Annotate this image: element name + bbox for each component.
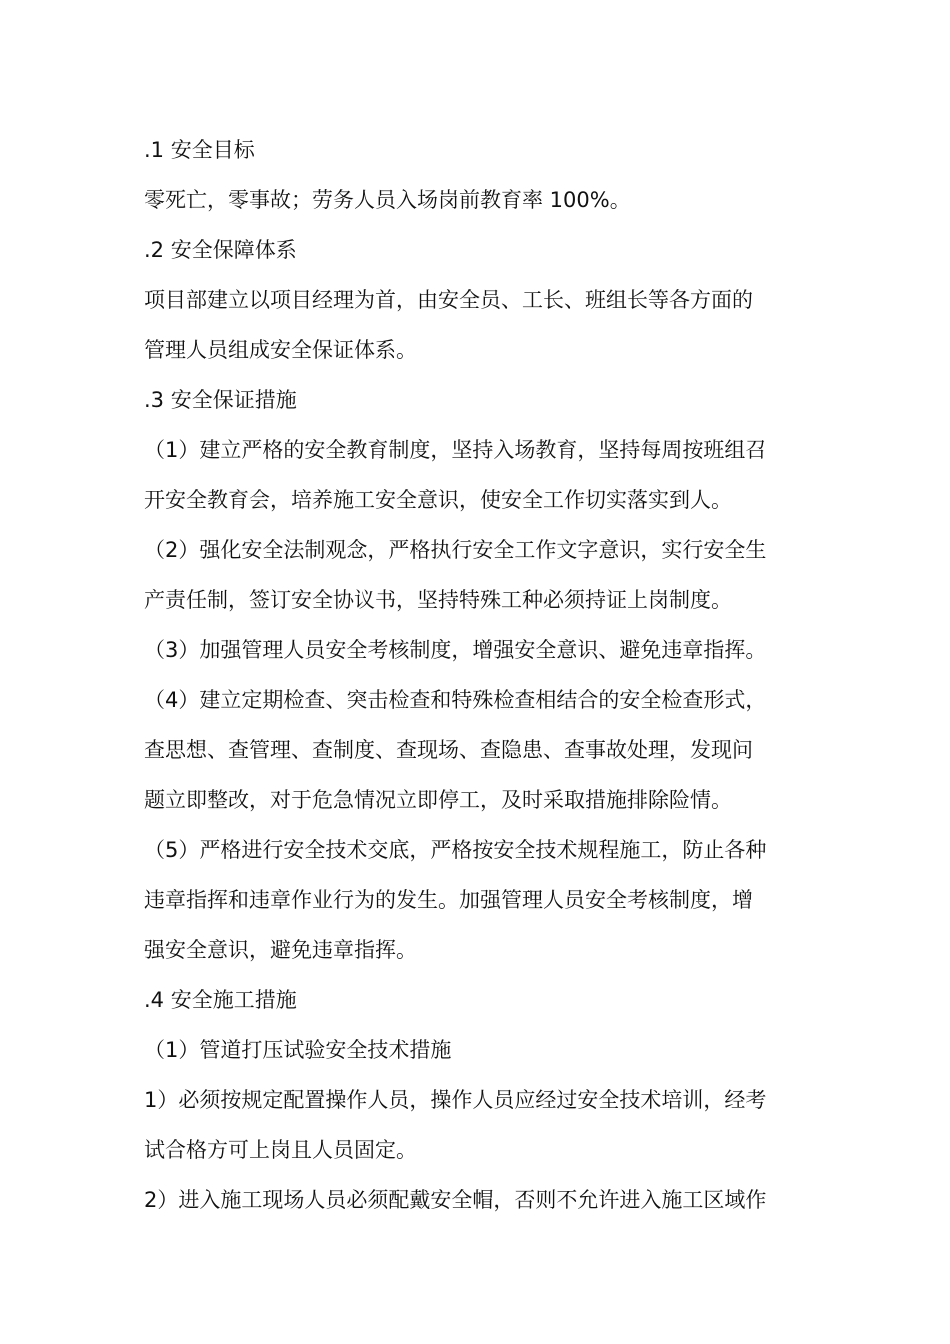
paragraph-line: 开安全教育会，培养施工安全意识，使安全工作切实落实到人。 (144, 488, 732, 512)
section-heading-safety-system: .2 安全保障体系 (144, 238, 297, 262)
paragraph-line: （1）建立严格的安全教育制度，坚持入场教育，坚持每周按班组召 (144, 438, 767, 462)
paragraph-line: 2）进入施工现场人员必须配戴安全帽，否则不允许进入施工区域作 (144, 1188, 767, 1212)
paragraph-line: 查思想、查管理、查制度、查现场、查隐患、查事故处理，发现问 (144, 738, 753, 762)
section-heading-safety-goal: .1 安全目标 (144, 138, 255, 162)
paragraph-line: 题立即整改，对于危急情况立即停工，及时采取措施排除险情。 (144, 788, 732, 812)
paragraph-line: 试合格方可上岗且人员固定。 (144, 1138, 417, 1162)
section-heading-safety-measures: .3 安全保证措施 (144, 388, 297, 412)
paragraph-line: （5）严格进行安全技术交底，严格按安全技术规程施工，防止各种 (144, 838, 767, 862)
paragraph-line: （3）加强管理人员安全考核制度，增强安全意识、避免违章指挥。 (144, 638, 767, 662)
document-body (144, 125, 812, 1225)
paragraph-line: 1）必须按规定配置操作人员，操作人员应经过安全技术培训，经考 (144, 1088, 767, 1112)
paragraph-line: 零死亡，零事故；劳务人员入场岗前教育率 100%。 (144, 188, 631, 212)
paragraph-line: 强安全意识，避免违章指挥。 (144, 938, 417, 962)
subsection-heading: （1）管道打压试验安全技术措施 (144, 1038, 452, 1062)
paragraph-line: 产责任制，签订安全协议书，坚持特殊工种必须持证上岗制度。 (144, 588, 732, 612)
section-heading-construction-measures: .4 安全施工措施 (144, 988, 297, 1012)
paragraph-line: （4）建立定期检查、突击检查和特殊检查相结合的安全检查形式， (144, 688, 767, 712)
paragraph-line: （2）强化安全法制观念，严格执行安全工作文字意识，实行安全生 (144, 538, 767, 562)
paragraph-line: 管理人员组成安全保证体系。 (144, 338, 417, 362)
paragraph-line: 项目部建立以项目经理为首，由安全员、工长、班组长等各方面的 (144, 288, 753, 312)
paragraph-line: 违章指挥和违章作业行为的发生。加强管理人员安全考核制度，增 (144, 888, 753, 912)
